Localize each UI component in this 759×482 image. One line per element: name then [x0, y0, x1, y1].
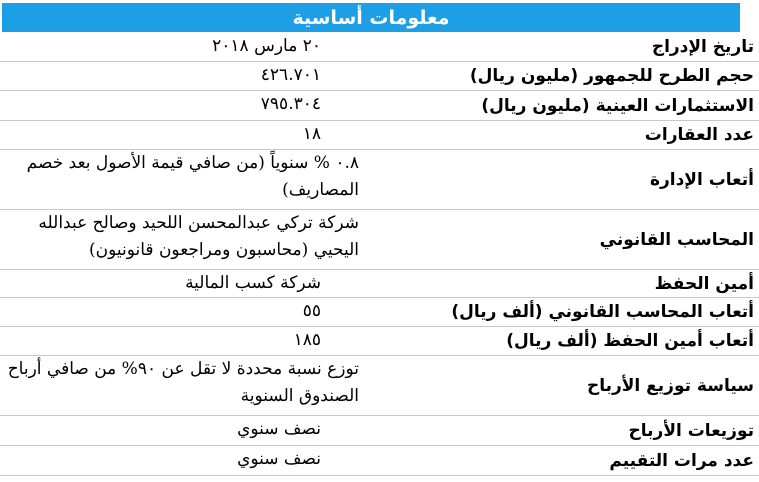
row-label: المحاسب القانوني: [599, 229, 754, 250]
row-listing-date: [0, 33, 759, 62]
row-value: ١٨٥: [293, 330, 321, 350]
row-value: ١٨: [302, 124, 321, 144]
row-value: ٤٢٦.٧٠١: [260, 65, 321, 85]
row-value: ٧٩٥.٣٠٤: [260, 94, 321, 114]
row-value: ٢٠ مارس ٢٠١٨: [212, 36, 321, 56]
row-value: توزع نسبة محددة لا تقل عن ٩٠% من صافي أرباح الصندوق السنوية: [7, 359, 359, 406]
row-label: حجم الطرح للجمهور (مليون ريال): [469, 66, 754, 86]
row-label: أتعاب أمين الحفظ (ألف ريال): [506, 331, 754, 351]
table-header: معلومات أساسية: [2, 3, 740, 32]
row-value: شركة كسب المالية: [185, 273, 321, 293]
row-custodian: [0, 270, 759, 298]
row-custodian-fees: [0, 327, 759, 356]
row-dividends: [0, 416, 759, 446]
row-in-kind-investments: [0, 91, 759, 121]
row-label: تاريخ الإدراج: [651, 37, 754, 57]
row-public-offering: [0, 62, 759, 91]
row-auditor: [0, 210, 759, 270]
row-label: توزيعات الأرباح: [628, 420, 754, 441]
row-label: عدد العقارات: [644, 125, 754, 145]
row-label: أتعاب المحاسب القانوني (ألف ريال): [451, 302, 754, 322]
row-label: الاستثمارات العينية (مليون ريال): [481, 95, 754, 116]
row-properties-count: [0, 121, 759, 150]
row-label: أتعاب الإدارة: [649, 169, 754, 190]
row-label: سياسة توزيع الأرباح: [586, 375, 754, 396]
row-label: عدد مرات التقييم: [609, 450, 754, 471]
row-value: نصف سنوي: [237, 449, 321, 469]
row-valuation-frequency: [0, 446, 759, 476]
row-value: ٥٥: [302, 301, 321, 321]
row-dividend-policy: [0, 356, 759, 416]
row-auditor-fees: [0, 298, 759, 327]
row-label: أمين الحفظ: [654, 273, 754, 294]
row-value: نصف سنوي: [237, 419, 321, 439]
row-management-fees: [0, 150, 759, 210]
row-value: شركة تركي عبدالمحسن اللحيد وصالح عبدالله اليحيي (محاسبون ومراجعون قانونيون): [38, 213, 359, 260]
row-value: ٠.٨ % سنوياً (من صافي قيمة الأصول بعد خصم المصاريف): [26, 153, 359, 200]
